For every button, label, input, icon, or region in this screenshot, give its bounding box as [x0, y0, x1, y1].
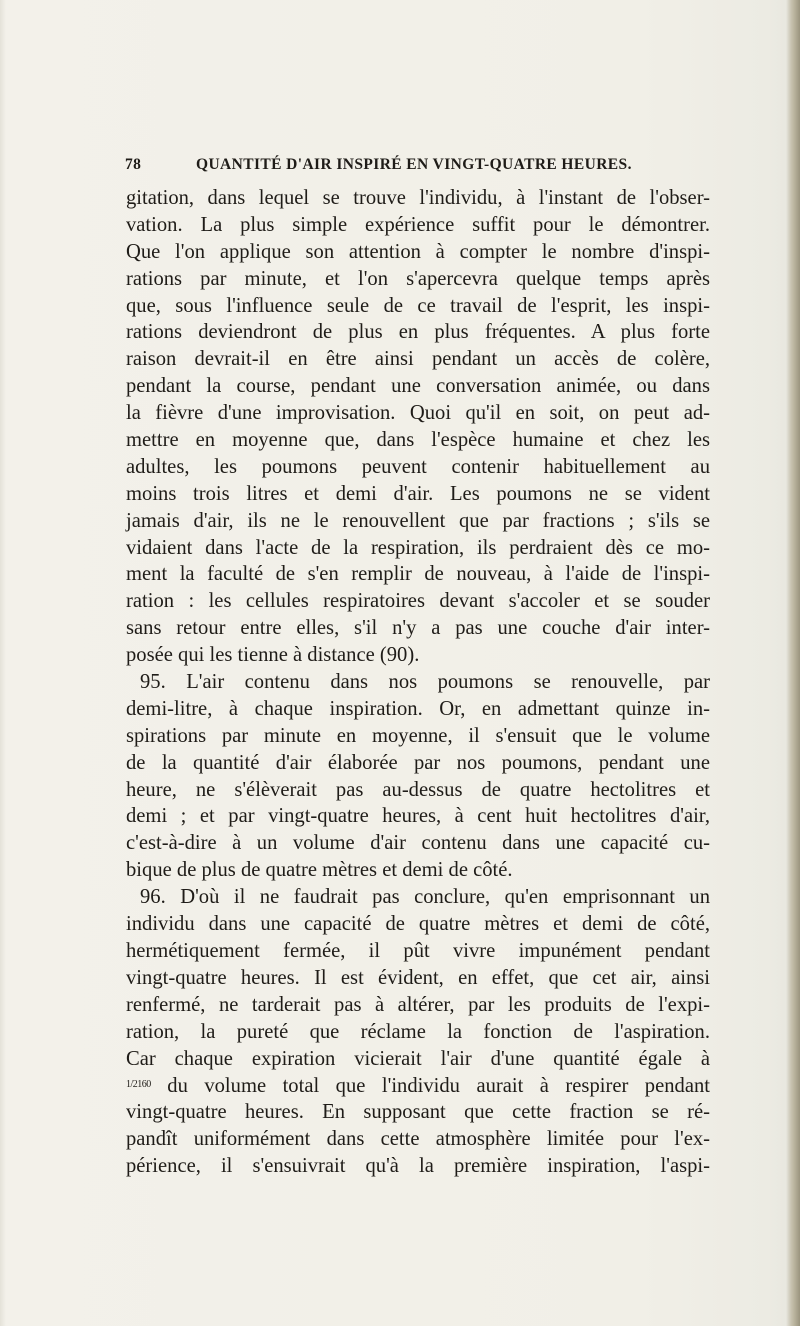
paragraph-96-start: 96. D'où il ne faudrait pas conclure, qu'en emprisonnant un [140, 886, 710, 909]
text-line: vingt-quatre heures. Il est évident, en effet, que cet air, ainsi [126, 966, 710, 989]
text-line: jamais d'air, ils ne le renouvellent que par fractions ; s'ils se [126, 509, 710, 532]
text-line: ration : les cellules respiratoires devant s'accoler et se souder [126, 590, 710, 613]
text-line: demi-litre, à chaque inspiration. Or, en admettant quinze in- [126, 697, 710, 720]
text-line: heure, ne s'élèverait pas au-dessus de quatre hectolitres et [126, 778, 710, 801]
text-line: renfermé, ne tarderait pas à altérer, par les produits de l'expi- [126, 993, 710, 1016]
text-line: hermétiquement fermée, il pût vivre impunément pendant [126, 939, 710, 962]
text-line: de la quantité d'air élaborée par nos poumons, pendant une [126, 751, 710, 774]
text-line-with-fraction [126, 1072, 710, 1099]
text-line: raison devrait-il en être ainsi pendant un accès de colère, [126, 348, 710, 371]
text-line: gitation, dans lequel se trouve l'individu, à l'instant de l'obser- [126, 187, 710, 209]
text-line: bique de plus de quatre mètres et demi de côté. [126, 859, 513, 882]
text-line: pendant la course, pendant une conversation animée, ou dans [126, 375, 710, 398]
text-line: ration, la pureté que réclame la fonction de l'aspiration. [126, 1020, 710, 1043]
text-line: Que l'on applique son attention à compter le nombre d'inspi- [126, 240, 710, 263]
text-line: adultes, les poumons peuvent contenir habituellement au [126, 455, 710, 478]
text-line: rations par minute, et l'on s'apercevra quelque temps après [126, 267, 710, 290]
page-number: 78 [125, 156, 142, 173]
text-line: c'est-à-dire à un volume d'air contenu dans une capacité cu- [126, 832, 710, 855]
text-line: sans retour entre elles, s'il n'y a pas une couche d'air inter- [126, 617, 710, 640]
text-line: vidaient dans l'acte de la respiration, ils perdraient dès ce mo- [126, 536, 710, 559]
text-line: moins trois litres et demi d'air. Les poumons ne se vident [126, 482, 710, 505]
text-line: du volume total que l'individu aurait à respirer pendant [167, 1075, 710, 1098]
text-line: mettre en moyenne que, dans l'espèce humaine et chez les [126, 429, 710, 452]
text-line: individu dans une capacité de quatre mètres et demi de côté, [126, 913, 710, 936]
text-line: vation. La plus simple expérience suffit pour le démontrer. [126, 213, 710, 236]
text-line: la fièvre d'une improvisation. Quoi qu'il en soit, on peut ad- [126, 402, 710, 425]
fraction: 1/2160 [126, 1079, 151, 1091]
text-line: posée qui les tienne à distance (90). [126, 644, 420, 667]
page-right-edge-shadow [786, 0, 800, 1326]
running-head [125, 156, 685, 180]
text-line: pandît uniformément dans cette atmosphère limitée pour l'ex- [126, 1128, 710, 1151]
text-line: demi ; et par vingt-quatre heures, à cent huit hectolitres d'air, [126, 805, 710, 828]
text-line: ment la faculté de s'en remplir de nouveau, à l'aide de l'inspi- [126, 563, 710, 586]
text-line: périence, il s'ensuivrait qu'à la première inspiration, l'aspi- [126, 1155, 710, 1178]
text-line: Car chaque expiration vicierait l'air d'une quantité égale à [126, 1047, 710, 1070]
running-title: QUANTITÉ D'AIR INSPIRÉ EN VINGT-QUATRE HEURES. [196, 156, 632, 173]
text-line: rations deviendront de plus en plus fréquentes. A plus forte [126, 321, 710, 344]
paragraph-95-start: 95. L'air contenu dans nos poumons se renouvelle, par [140, 671, 710, 694]
body-text [126, 185, 710, 1180]
text-line: vingt-quatre heures. En supposant que cette fraction se ré- [126, 1101, 710, 1124]
text-line: spirations par minute en moyenne, il s'ensuit que le volume [126, 724, 710, 747]
page-left-edge [0, 0, 6, 1326]
text-line: que, sous l'influence seule de ce travail de l'esprit, les inspi- [126, 294, 710, 317]
